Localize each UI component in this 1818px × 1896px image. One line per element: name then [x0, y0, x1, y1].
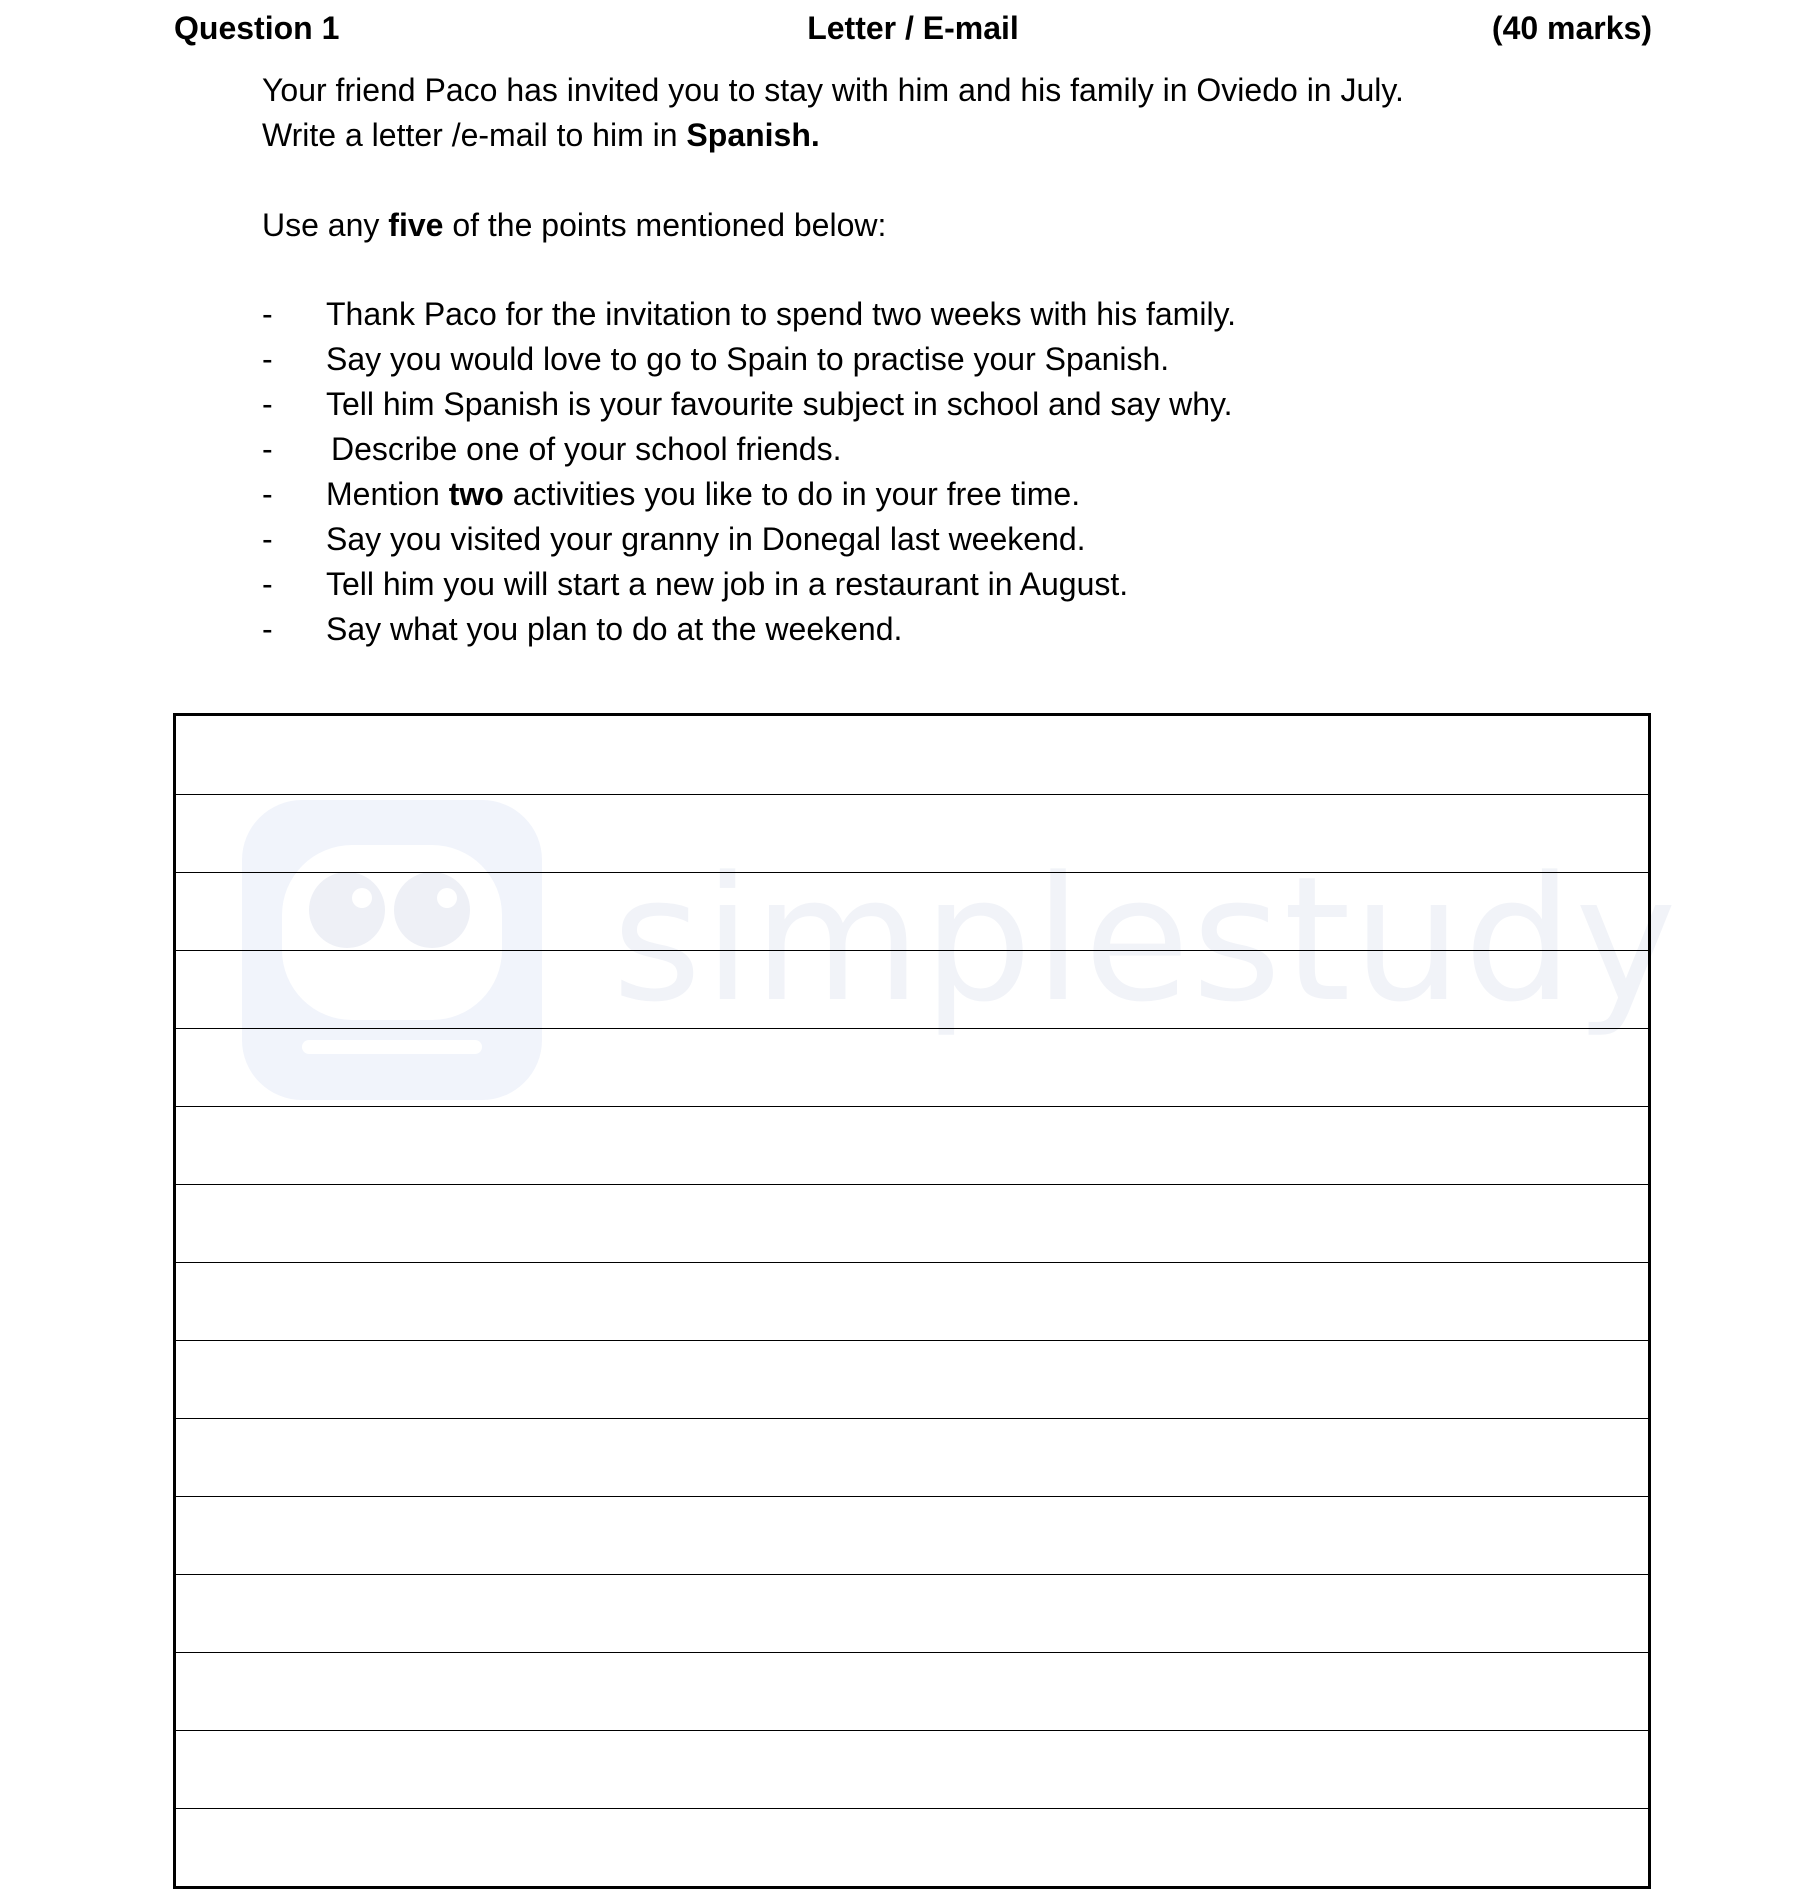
point-text: Tell him you will start a new job in a restaurant in August. [326, 566, 1129, 602]
answer-line [176, 1418, 1648, 1419]
answer-line [176, 1496, 1648, 1497]
answer-line [176, 1262, 1648, 1263]
point-text: Tell him Spanish is your favourite subject in school and say why. [326, 386, 1233, 422]
answer-line [176, 1340, 1648, 1341]
point-text: Thank Paco for the invitation to spend two weeks with his family. [326, 296, 1237, 332]
instruction-bold: five [388, 207, 444, 243]
bullet-dash: - [262, 521, 273, 557]
answer-line [176, 1184, 1648, 1185]
bullet-dash: - [262, 296, 273, 332]
point-text: Say what you plan to do at the weekend. [326, 611, 903, 647]
intro-paragraph [262, 68, 1404, 158]
intro-line-2-bold: Spanish. [686, 117, 820, 153]
answer-box[interactable] [173, 713, 1651, 1889]
bullet-dash: - [262, 611, 273, 647]
instruction-line [262, 203, 886, 248]
point-text-bold: two [448, 476, 504, 512]
intro-line-2 [262, 113, 1404, 158]
answer-line [176, 872, 1648, 873]
point-text: Say you would love to go to Spain to practise your Spanish. [326, 341, 1170, 377]
answer-line [176, 794, 1648, 795]
bullet-dash: - [262, 431, 273, 467]
answer-line [176, 1106, 1648, 1107]
answer-line [176, 1808, 1648, 1809]
intro-line-1: Your friend Paco has invited you to stay with him and his family in Oviedo in July. [262, 72, 1404, 108]
point-text-pre: Mention [326, 476, 449, 512]
bullet-dash: - [262, 566, 273, 602]
point-text: Say you visited your granny in Donegal last weekend. [326, 521, 1086, 557]
bullet-dash: - [262, 386, 273, 422]
instruction-post: of the points mentioned below: [443, 207, 887, 243]
intro-line-2-text: Write a letter /e-mail to him in [262, 117, 687, 153]
point-text: Describe one of your school friends. [331, 431, 842, 467]
question-header [174, 6, 1652, 50]
point-text [326, 472, 1080, 517]
question-marks: (40 marks) [1491, 10, 1652, 46]
bullet-dash: - [262, 341, 273, 377]
instruction-pre: Use any [262, 207, 389, 243]
answer-line [176, 950, 1648, 951]
question-type: Letter / E-mail [807, 10, 1019, 46]
question-number: Question 1 [174, 10, 340, 46]
bullet-dash: - [262, 476, 273, 512]
answer-line [176, 1652, 1648, 1653]
point-text-post: activities you like to do in your free time. [503, 476, 1081, 512]
answer-line [176, 1028, 1648, 1029]
watermark-text: simplestudy [612, 839, 1679, 1040]
answer-line [176, 1574, 1648, 1575]
answer-line [176, 1730, 1648, 1731]
